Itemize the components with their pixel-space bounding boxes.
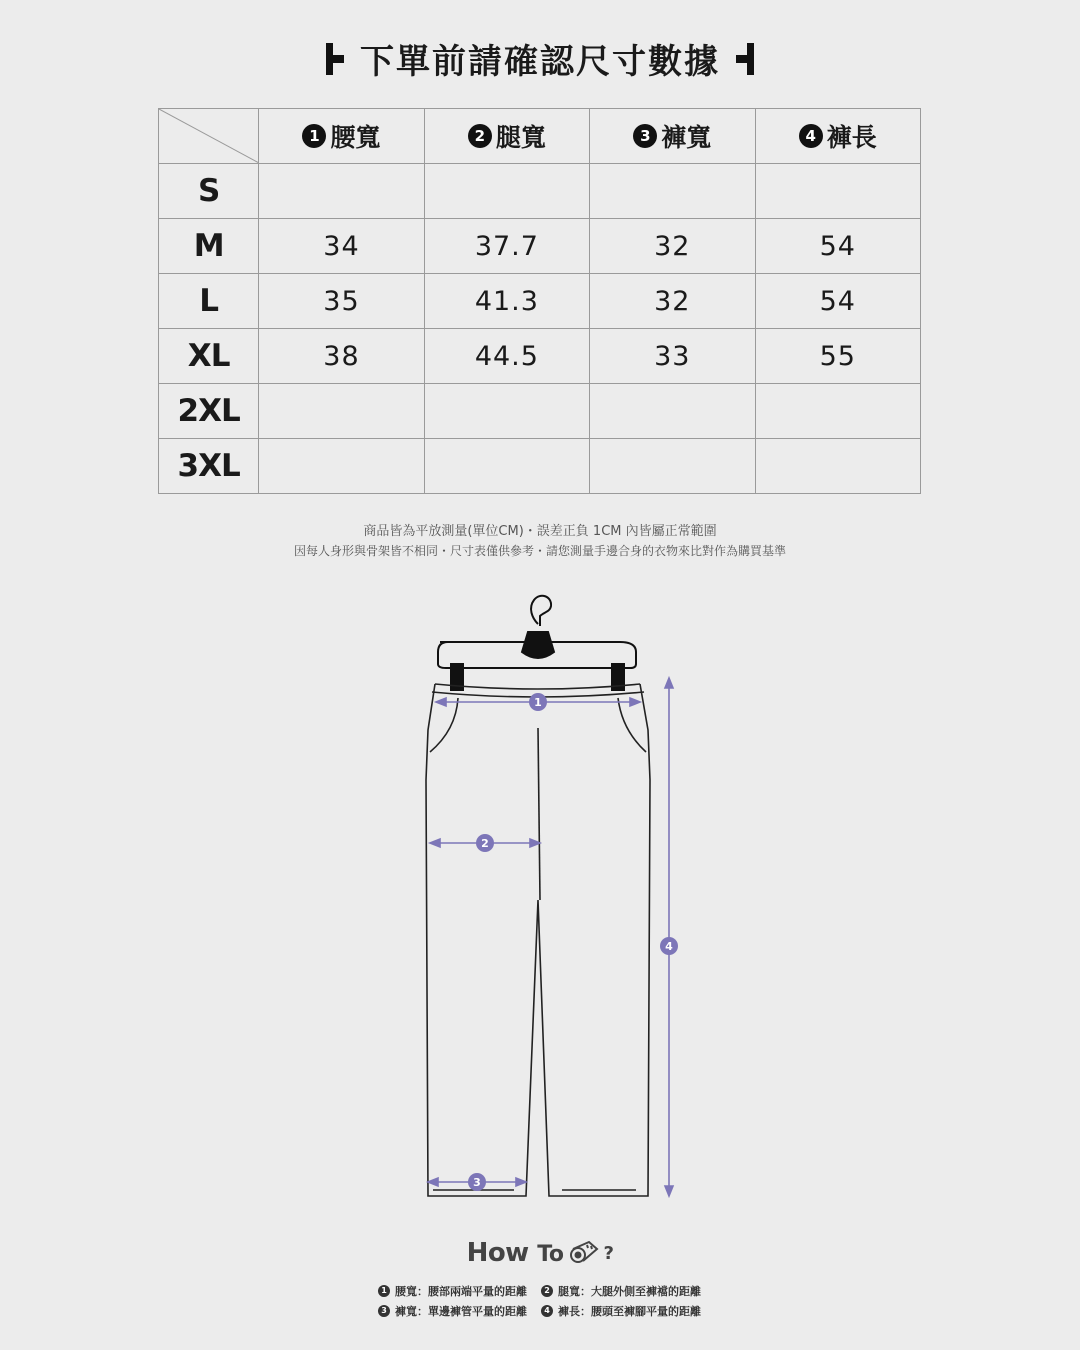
table-cell: 41.3 bbox=[424, 274, 589, 329]
legend-badge: 4 bbox=[541, 1305, 553, 1317]
size-table bbox=[158, 108, 921, 494]
table-row bbox=[159, 439, 921, 494]
size-label: XL bbox=[159, 329, 259, 384]
table-cell bbox=[259, 384, 424, 439]
measurement-arrows bbox=[428, 678, 673, 1196]
table-cell: 33 bbox=[590, 329, 755, 384]
table-cell bbox=[424, 384, 589, 439]
number-badge: 3 bbox=[633, 124, 657, 148]
table-cell: 34 bbox=[259, 219, 424, 274]
header-label: 褲長 bbox=[826, 123, 877, 152]
header-label: 褲寬 bbox=[661, 123, 712, 152]
svg-text:2: 2 bbox=[481, 837, 489, 850]
header-length bbox=[755, 109, 920, 164]
table-row bbox=[159, 329, 921, 384]
table-row bbox=[159, 384, 921, 439]
table-cell: 35 bbox=[259, 274, 424, 329]
number-badge: 2 bbox=[468, 124, 492, 148]
table-cell bbox=[590, 439, 755, 494]
bracket-right-icon bbox=[736, 43, 754, 75]
header-label: 腰寬 bbox=[330, 123, 381, 152]
table-cell bbox=[259, 439, 424, 494]
table-cell: 55 bbox=[755, 329, 920, 384]
disclaimer-note: 因每人身形與骨架皆不相同・尺寸表僅供參考・請您測量手邊合身的衣物來比對作為購買基準 bbox=[293, 544, 786, 558]
svg-text:1: 1 bbox=[534, 696, 542, 709]
marker-3 bbox=[468, 1173, 486, 1191]
table-header-row bbox=[159, 109, 921, 164]
legend-row bbox=[378, 1281, 718, 1301]
how-to-text: How To bbox=[466, 1238, 564, 1268]
legend-text: 褲寬：單邊褲管平量的距離 bbox=[395, 1305, 527, 1318]
size-label: S bbox=[159, 164, 259, 219]
table-cell: 32 bbox=[590, 274, 755, 329]
marker-1 bbox=[529, 693, 547, 711]
number-badge: 4 bbox=[799, 124, 823, 148]
table-cell bbox=[590, 384, 755, 439]
header-label: 腿寬 bbox=[495, 123, 546, 152]
legend-text: 腰寬：腰部兩端平量的距離 bbox=[395, 1285, 527, 1298]
legend-item bbox=[378, 1303, 527, 1319]
bracket-left-icon bbox=[326, 43, 344, 75]
table-row bbox=[159, 219, 921, 274]
table-cell bbox=[755, 384, 920, 439]
table-cell bbox=[755, 439, 920, 494]
table-cell bbox=[424, 439, 589, 494]
svg-text:3: 3 bbox=[473, 1176, 481, 1189]
header-leg-width bbox=[590, 109, 755, 164]
legend-item bbox=[541, 1283, 701, 1299]
number-badge: 1 bbox=[302, 124, 326, 148]
size-label: L bbox=[159, 274, 259, 329]
table-cell bbox=[259, 164, 424, 219]
table-row bbox=[159, 274, 921, 329]
header-thigh bbox=[424, 109, 589, 164]
legend-badge: 3 bbox=[378, 1305, 390, 1317]
table-cell: 32 bbox=[590, 219, 755, 274]
diagonal-divider-icon bbox=[159, 109, 259, 163]
question-mark: ? bbox=[603, 1242, 614, 1264]
size-label: M bbox=[159, 219, 259, 274]
legend-badge: 2 bbox=[541, 1285, 553, 1297]
table-cell bbox=[424, 164, 589, 219]
hanger-icon bbox=[438, 596, 636, 690]
table-cell: 38 bbox=[259, 329, 424, 384]
table-cell: 54 bbox=[755, 219, 920, 274]
table-cell: 54 bbox=[755, 274, 920, 329]
how-to-heading bbox=[0, 1238, 1080, 1268]
table-row bbox=[159, 164, 921, 219]
marker-2 bbox=[476, 834, 494, 852]
header-waist bbox=[259, 109, 424, 164]
legend-text: 褲長：腰頭至褲腳平量的距離 bbox=[558, 1305, 701, 1318]
title-bar bbox=[0, 34, 1080, 83]
table-cell: 44.5 bbox=[424, 329, 589, 384]
legend bbox=[378, 1281, 718, 1321]
size-label: 2XL bbox=[159, 384, 259, 439]
table-cell bbox=[755, 164, 920, 219]
legend-item bbox=[541, 1303, 701, 1319]
size-label: 3XL bbox=[159, 439, 259, 494]
legend-text: 腿寬：大腿外側至褲襠的距離 bbox=[558, 1285, 701, 1298]
measurement-note: 商品皆為平放測量(單位CM)・誤差正負 1CM 內皆屬正常範圍 bbox=[363, 524, 717, 539]
svg-text:4: 4 bbox=[665, 940, 673, 953]
pants-diagram bbox=[0, 580, 1080, 1220]
page-title: 下單前請確認尺寸數據 bbox=[360, 42, 720, 82]
legend-item bbox=[378, 1283, 527, 1299]
table-cell bbox=[590, 164, 755, 219]
table-cell: 37.7 bbox=[424, 219, 589, 274]
table-corner-cell bbox=[159, 109, 259, 164]
marker-4 bbox=[660, 937, 678, 955]
pants-outline bbox=[426, 684, 650, 1196]
tape-measure-icon bbox=[567, 1239, 601, 1267]
legend-row bbox=[378, 1301, 718, 1321]
legend-badge: 1 bbox=[378, 1285, 390, 1297]
